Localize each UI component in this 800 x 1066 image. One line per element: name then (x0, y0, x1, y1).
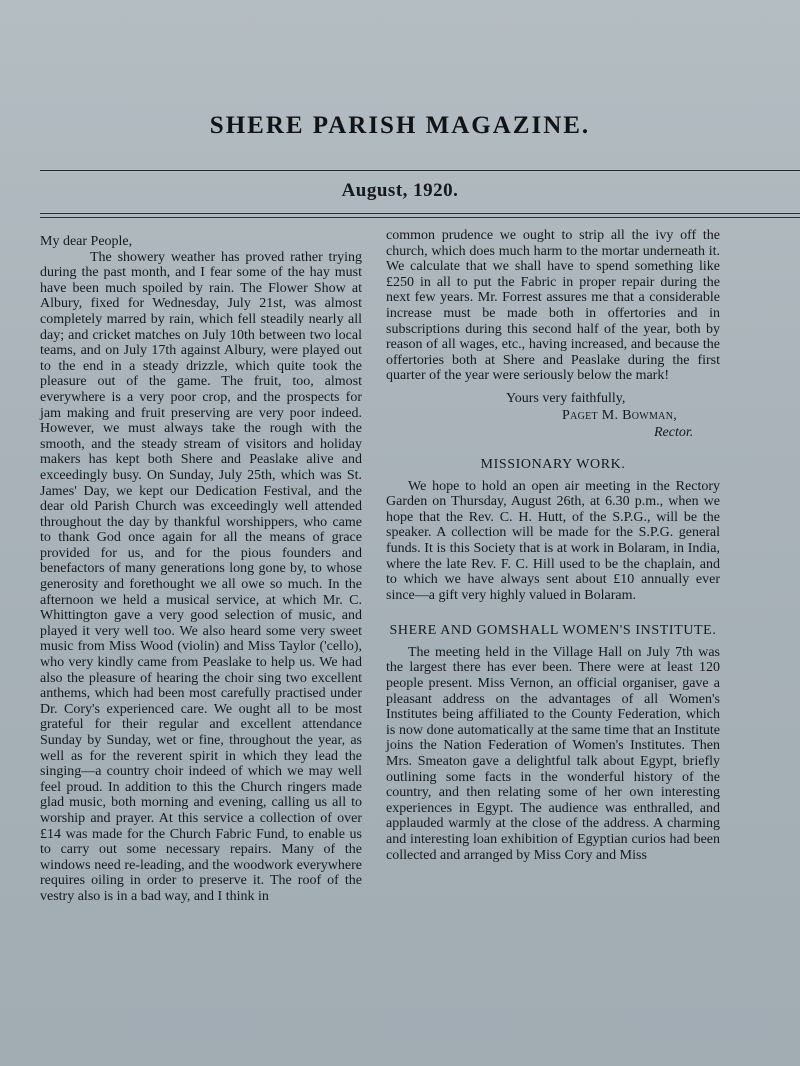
letter-paragraph: The showery weather has proved rather trying during the past month, and I fear some of the hay must have been much spoiled by rain. The Flower Show at Albury, fixed for Wednesday, July 21st, was almost completely marred by rain, which fell steadily nearly all day; and cricket matches on July 10th between two local teams, and on July 17th against Albury, were played out to the end in a steady drizzle, which quite took the pleasure out of the game. The fruit, too, almost everywhere is a very poor crop, and the prospects for jam making and fruit preserving are very poor indeed. However, we must always take the rough with the smooth, and the steady stream of visitors and holiday makers has kept both Shere and Peaslake alive and exceedingly busy. On Sunday, July 25th, which was St. James' Day, we kept our Dedication Festival, and the dear old Parish Church was exceedingly well attended throughout the day by thankful worshippers, who came to thank God once again for all the means of grace provided for us, and for the pious founders and benefactors of many generations long gone by, to whose generosity and forethought we all owe so much. In the afternoon we held a musical service, at which Mr. C. Whittington gave a very good selection of music, and played it very well too. We also heard some very sweet music from Miss Wood (violin) and Miss Taylor ('cello), who very kindly came from Peaslake to help us. We had also the pleasure of hearing the choir sing two excellent anthems, which had been most carefully practised under Dr. Cory's experienced care. We ought all to be most grateful for their regular and excellent attendance Sunday by Sunday, wet or fine, throughout the year, as well as for the reverent spirit in which they lead the singing—a country choir indeed of which we may well feel proud. In addition to this the Church ringers made glad music, both morning and evening, calling us all to worship and prayer. At this service a collection of over £14 was made for the Church Fabric Fund, to enable us to carry out some necessary repairs. Many of the windows need re-leading, and the woodwork everywhere requires oiling in order to preserve it. The roof of the vestry also is in a bad way, and I think in (40, 249, 362, 904)
letter-paragraph-continued: common prudence we ought to strip all the ivy off the church, which does much harm to the mortar underneath it. We calculate that we shall have to spend something like £250 in all to put the Fabric in proper repair during the next few years. Mr. Forrest assures me that a considerable increase must be made both in offertories and in subscriptions during this second half of the year, both by reason of all wages, etc., having increased, and because the offertories both at Shere and Peaslake during the first quarter of the year were seriously below the mark! (386, 228, 720, 384)
institute-paragraph: The meeting held in the Village Hall on July 7th was the largest there has ever been. There were at least 120 people present. Miss Vernon, an official organiser, gave a pleasant address on the advantages of all Women's Institutes being affiliated to the County Federation, which is now done automatically at the same time that an Institute joins the Nation Federation of Women's Institutes. Then Mrs. Smeaton gave a delightful talk about Egypt, briefly outlining some facts in the wonderful history of the country, and then relating some of her own interesting experiences in Egypt. The audience was enthralled, and applauded warmly at the close of the address. A charming and interesting loan exhibition of Egyptian curios had been collected and arranged by Miss Cory and Miss (386, 644, 720, 863)
missionary-heading: MISSIONARY WORK. (480, 456, 626, 472)
letter-salutation: My dear People, (40, 234, 133, 249)
issue-date: August, 1920. (341, 180, 459, 201)
bottom-rule (40, 213, 800, 214)
masthead-title: SHERE PARISH MAGAZINE. (209, 112, 591, 139)
letter-signoff (386, 390, 720, 441)
letter-signature: Paget M. Bowman, (562, 407, 678, 423)
top-rule (40, 170, 800, 171)
letter-signer-title: Rector. (654, 424, 694, 440)
letter-closing: Yours very faithfully, (506, 390, 626, 406)
bottom-rule-thin (40, 217, 800, 218)
left-column (40, 234, 362, 905)
missionary-paragraph: We hope to hold an open air meeting in the Rectory Garden on Thursday, August 26th, at 6.30 p.m., when we hope that the Rev. C. H. Hutt, of the S.P.G., will be the speaker. A collection will be made for the S.P.G. general funds. It is this Society that is at work in Bolaram, in India, where the late Rev. F. C. Hill used to be the chaplain, and to which we have always sent about £10 annually ever since—a gift very highly valued in Bolaram. (386, 478, 720, 603)
institute-heading: SHERE AND GOMSHALL WOMEN'S INSTITUTE. (389, 623, 717, 639)
right-column (386, 228, 720, 863)
